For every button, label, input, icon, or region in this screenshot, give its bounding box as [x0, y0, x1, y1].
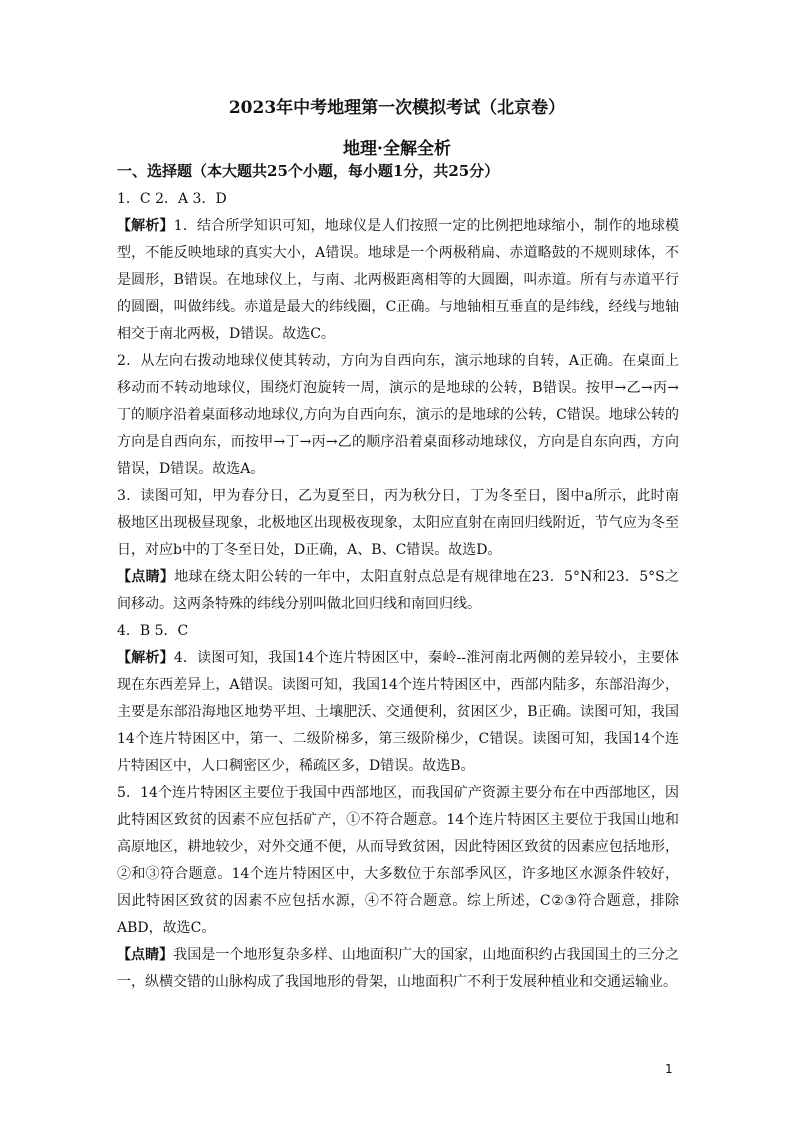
- paragraph-text: 我国是一个地形复杂多样、山地面积广大的国家，山地面积约占我国国土的三分之一，纵横交错的山脉构成了我国地形的骨架，山地面积广不利于发展种植业和交通运输业。: [117, 947, 680, 990]
- analysis-label: 【解析】: [117, 650, 174, 666]
- explanation-paragraph: 5．14个连片特困区主要位于我国中西部地区，而我国矿产资源主要分布在中西部地区，因此特困区致贫的因素不应包括矿产，①不符合题意。14个连片特困区主要位于我国山地和高原地区，耕地较少，对外交通不便，从而导致贫困，因此特困区致贫的因素应包括地形，②和③符合题意。14个连片特困区中，大多数位于东部季风区，许多地区水源条件较好，因此特困区致贫的因素不应包括水源，④不符合题意。综上所述，C②③符合题意，排除ABD，故选C。: [117, 785, 679, 936]
- paragraph-text: 4．读图可知，我国14个连片特困区中，秦岭--淮河南北两侧的差异较小，主要体现在东西差异上，A错误。读图可知，我国14个连片特困区中，西部内陆多，东部沿海少，主要是东部沿海地区地势平坦、土壤肥沃、交通便利，贫困区少，B正确。读图可知，我国14个连片特困区中，第一、二级阶梯多，第三级阶梯少，C错误。读图可知，我国14个连片特困区中，人口稠密区少，稀疏区多，D错误。故选B。: [117, 650, 680, 774]
- paragraph-text: 1．结合所学知识可知，地球仪是人们按照一定的比例把地球缩小，制作的地球模型，不能反映地球的真实大小，A错误。地球是一个两极稍扁、赤道略鼓的不规则球体，不是圆形，B错误。在地球仪上，与南、北两极距离相等的大圆圈，叫赤道。所有与赤道平行的圆圈，叫做纬线。赤道是最大的纬线圈，C正确。与地轴相互垂直的是纬线，经线与地轴相交于南北两极，D错误。故选C。: [117, 218, 680, 342]
- tip-paragraph: [117, 942, 679, 996]
- tip-paragraph: [117, 564, 679, 618]
- explanation-paragraph: 3．读图可知，甲为春分日，乙为夏至日，丙为秋分日，丁为冬至日，图中a所示，此时南极地区出现极昼现象，北极地区出现极夜现象，太阳应直射在南回归线附近，节气应为冬至日，对应b中的丁冬至日处，D正确，A、B、C错误。故选D。: [117, 488, 679, 558]
- tip-label: 【点睛】: [117, 569, 175, 585]
- answer-line: 1．C 2．A 3．D: [117, 191, 227, 207]
- section-heading: 一、选择题（本大题共25个小题，每小题1分，共25分）: [117, 162, 500, 180]
- analysis-paragraph: [117, 213, 679, 348]
- tip-label: 【点睛】: [117, 947, 174, 963]
- document-title: 2023年中考地理第一次模拟考试（北京卷）: [228, 98, 566, 118]
- answer-line: 4．B 5．C: [117, 623, 189, 639]
- analysis-label: 【解析】: [117, 218, 174, 234]
- document-subtitle: 地理·全解全析: [343, 139, 451, 159]
- page-number: 1: [665, 1062, 673, 1076]
- explanation-paragraph: 2．从左向右拨动地球仪使其转动，方向为自西向东，演示地球的自转，A正确。在桌面上移动而不转动地球仪，围绕灯泡旋转一周，演示的是地球的公转，B错误。按甲→乙→丙→丁的顺序沿着桌面移动地球仪,方向为自西向东，演示的是地球的公转，C错误。地球公转的方向是自西向东，而按甲→丁→丙→乙的顺序沿着桌面移动地球仪，方向是自东向西，方向错误，D错误。故选A。: [117, 353, 679, 477]
- analysis-paragraph: [117, 645, 679, 780]
- paragraph-text: 地球在绕太阳公转的一年中，太阳直射点总是有规律地在23．5°N和23．5°S之间移动。这两条特殊的纬线分别叫做北回归线和南回归线。: [117, 569, 679, 612]
- content-body: [117, 186, 679, 996]
